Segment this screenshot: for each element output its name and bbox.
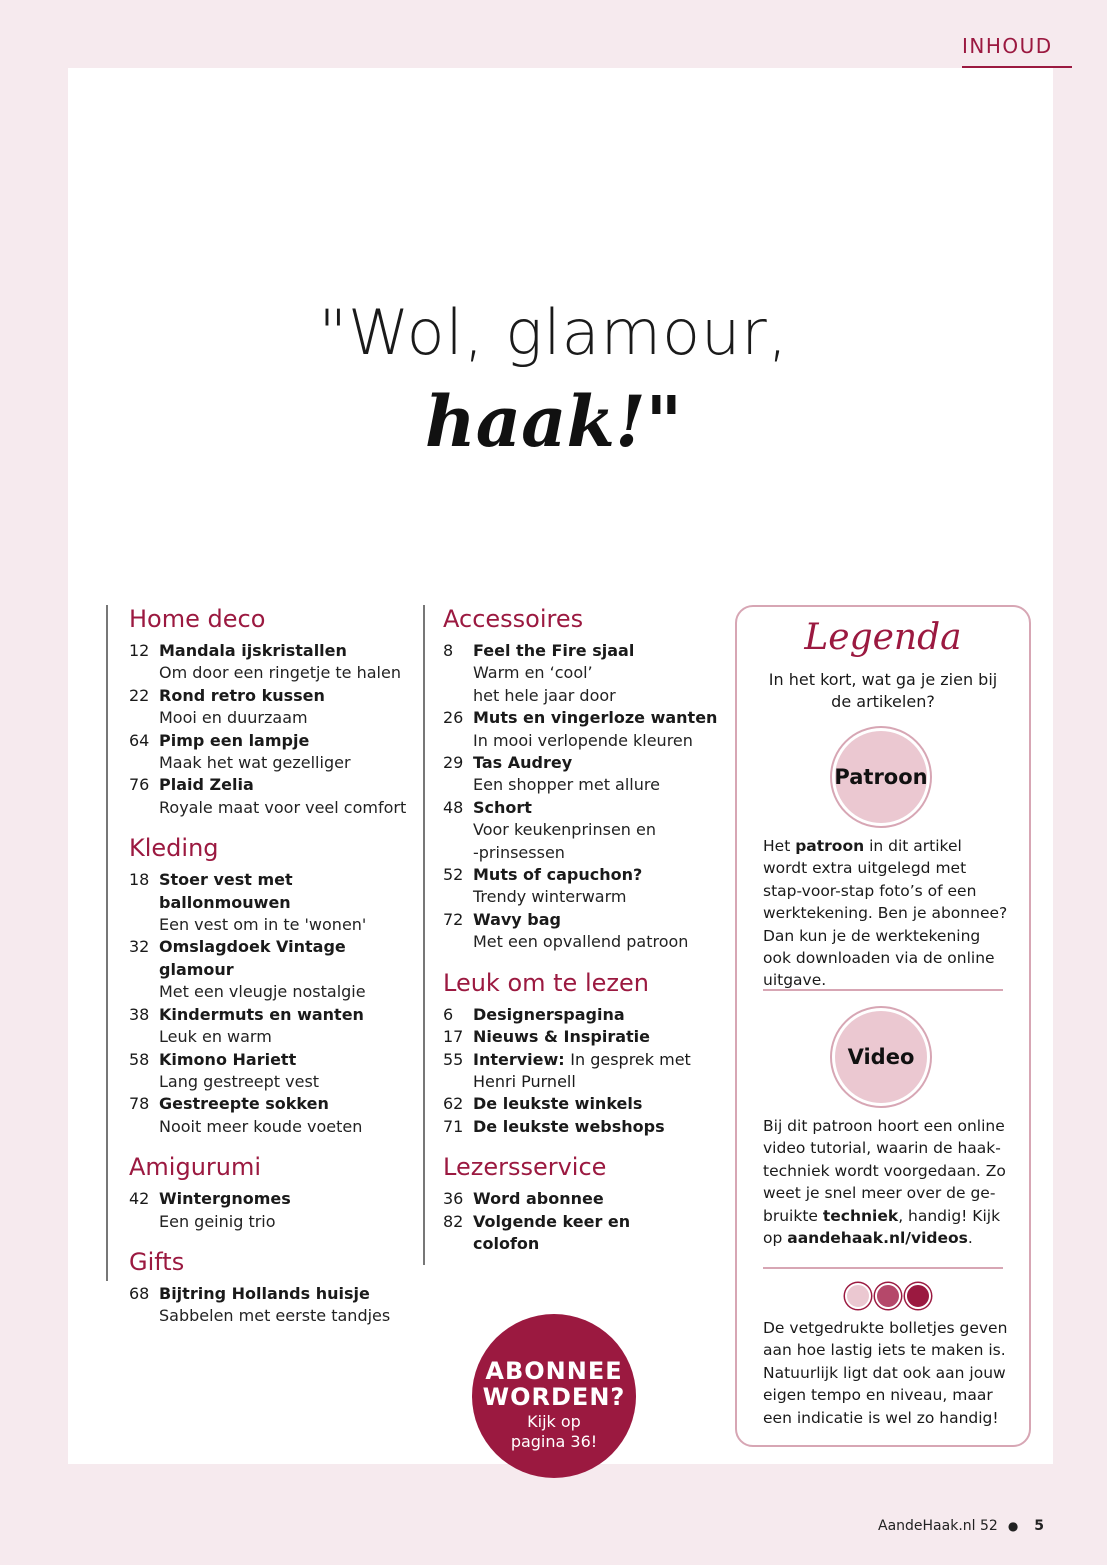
entry-title: Muts en vingerloze wanten [473, 708, 718, 728]
entry-subtitle: Maak het wat gezelliger [159, 753, 351, 773]
subscribe-badge[interactable] [472, 1314, 636, 1478]
entry-title: De leukste winkels [473, 1094, 643, 1114]
page-number: 36 [443, 1189, 464, 1209]
page-number: 17 [443, 1027, 464, 1047]
entry-title: Pimp een lampje [159, 730, 310, 750]
page-number: 64 [129, 730, 150, 750]
page-number: 72 [443, 909, 464, 929]
toc-entry[interactable] [129, 936, 421, 1003]
toc-entry[interactable] [443, 707, 723, 752]
entry-subtitle: Warm en ‘cool’ het hele jaar door [473, 663, 616, 705]
toc-entry[interactable] [129, 640, 421, 685]
toc-entry[interactable] [129, 730, 421, 775]
entry-title: Omslagdoek Vintage glamour [159, 937, 346, 979]
entry-title: Muts of capuchon? [473, 865, 643, 885]
yarn-ball-icon [905, 1283, 931, 1309]
entry-subtitle: Trendy winterwarm [473, 887, 627, 907]
toc-entry[interactable] [443, 864, 723, 909]
entry-text [159, 1093, 421, 1138]
entry-text [473, 1211, 723, 1256]
entry-subtitle: Een geinig trio [159, 1211, 276, 1231]
section-title: Home deco [129, 605, 266, 633]
entry-subtitle: Een shopper met allure [473, 775, 660, 795]
entry-subtitle: Leuk en warm [159, 1027, 272, 1047]
toc-entry[interactable] [443, 1211, 723, 1256]
toc-section [443, 1152, 723, 1255]
toc-entry[interactable] [129, 1188, 421, 1233]
page-number: 38 [129, 1004, 150, 1024]
section-title: Leuk om te lezen [443, 968, 649, 997]
legend-title: Legenda [804, 617, 962, 658]
entry-title: Designerspagina [473, 1004, 625, 1024]
entry-title: Word abonnee [473, 1189, 604, 1209]
page-number: 68 [129, 1283, 150, 1303]
yarn-ball-icon [845, 1283, 871, 1309]
body-text: Bij dit patroon hoort een online video tutorial, waarin de haak-techniek wordt voorgedaan. Zo weet je snel meer over de ge-bruikte [763, 1117, 1006, 1225]
toc-entry[interactable] [443, 1188, 723, 1210]
entry-text [159, 685, 421, 730]
toc-entry[interactable] [443, 797, 723, 864]
page-number: 18 [129, 870, 150, 890]
entry-subtitle: In mooi verlopende kleuren [473, 730, 693, 750]
page-number: 78 [129, 1094, 150, 1114]
emphasis-text: patroon [795, 837, 865, 855]
entry-subtitle: Royale maat voor veel comfort [159, 797, 407, 817]
toc-section [443, 604, 723, 954]
page-number: 82 [443, 1211, 464, 1231]
toc-entry[interactable] [129, 1049, 421, 1094]
page-number: 55 [443, 1049, 464, 1069]
page-number: 6 [443, 1004, 454, 1024]
toc-column-middle [443, 604, 723, 1269]
section-title: Accessoires [443, 605, 584, 633]
entry-title: Kimono Hariett [159, 1049, 297, 1069]
quote-line-1: "Wol, glamour, [318, 296, 789, 369]
toc-entry[interactable] [443, 640, 723, 707]
entry-title: Wintergnomes [159, 1189, 291, 1209]
legend-divider [763, 1267, 1003, 1269]
toc-entry[interactable] [443, 1026, 723, 1048]
patroon-label: Patroon [834, 765, 928, 789]
entry-title: Wavy bag [473, 909, 562, 929]
entry-subtitle: Voor keukenprinsen en -prinsessen [473, 820, 657, 862]
yarn-ball-icon [875, 1283, 901, 1309]
entry-title: Nieuws & Inspiratie [473, 1027, 650, 1047]
entry-text [159, 1004, 421, 1049]
emphasis-text: aandehaak.nl/videos [787, 1229, 968, 1248]
emphasis-text: techniek [822, 1206, 899, 1225]
page-number: 32 [129, 937, 150, 957]
difficulty-balls [845, 1283, 931, 1309]
page-number: 52 [443, 865, 464, 885]
patroon-circle [835, 731, 927, 823]
entry-text [159, 936, 421, 1003]
section-title: Lezersservice [443, 1153, 607, 1182]
entry-subtitle: In gesprek met Henri Purnell [473, 1049, 691, 1091]
legend-box [735, 605, 1031, 1447]
toc-entry[interactable] [443, 1116, 723, 1138]
video-label: Video [847, 1045, 915, 1069]
toc-section [129, 604, 421, 819]
patroon-description [763, 835, 1009, 992]
subscribe-badge-subtitle: Kijk op pagina 36! [510, 1412, 598, 1451]
entry-text [473, 707, 723, 752]
footer-bullet-icon: ● [1007, 1519, 1019, 1533]
quote-line-2: haak!" [424, 380, 683, 463]
toc-section [129, 1152, 421, 1233]
page-number: 62 [443, 1094, 464, 1114]
toc-section [443, 968, 723, 1138]
page-number: 26 [443, 708, 464, 728]
toc-entry[interactable] [129, 1004, 421, 1049]
toc-entry[interactable] [129, 685, 421, 730]
page-number: 12 [129, 641, 150, 660]
toc-entry[interactable] [443, 1049, 723, 1094]
body-text: in dit artikel wordt extra uitgelegd met stap-voor-stap foto’s of een werktekening. Ben je abonnee? Dan kun je de werktekening ook downloaden via de online uitgave. [763, 837, 1008, 990]
entry-text [473, 640, 723, 707]
entry-title: Mandala ijskristallen [159, 641, 347, 660]
entry-text [159, 730, 421, 775]
column-divider-mid [423, 605, 425, 1265]
page-number: 42 [129, 1189, 150, 1209]
toc-entry[interactable] [443, 909, 723, 954]
toc-entry[interactable] [443, 1004, 723, 1026]
entry-title: Schort [473, 797, 532, 817]
entry-subtitle: Met een opvallend patroon [473, 932, 689, 952]
toc-entry[interactable] [129, 774, 421, 819]
entry-text [473, 1049, 723, 1094]
entry-title: Bijtring Hollands huisje [159, 1283, 370, 1303]
entry-title: Stoer vest met ballonmouwen [159, 870, 293, 912]
entry-title: Feel the Fire sjaal [473, 641, 635, 660]
entry-text [473, 1116, 723, 1138]
toc-section [129, 833, 421, 1138]
body-text: , handig! Kijk op [763, 1206, 1001, 1248]
body-text: . [967, 1229, 973, 1248]
entry-text [159, 1283, 421, 1328]
toc-entry[interactable] [129, 1283, 421, 1328]
entry-text [473, 752, 723, 797]
entry-title: Kindermuts en wanten [159, 1004, 364, 1024]
entry-subtitle: Mooi en duurzaam [159, 708, 308, 728]
page-number: 76 [129, 775, 150, 795]
page-number: 5 [1034, 1518, 1045, 1534]
page-number: 48 [443, 797, 464, 817]
entry-text [473, 1188, 723, 1210]
entry-title: Interview: [473, 1049, 571, 1069]
entry-text [159, 1188, 421, 1233]
difficulty-description: De vetgedrukte bolletjes geven aan hoe lastig iets te maken is. Natuurlijk ligt dat ook aan jouw eigen tempo en niveau, maar een indicatie is wel zo handig! [763, 1319, 1008, 1427]
footer-site: AandeHaak.nl 52 [878, 1518, 998, 1534]
entry-title: Plaid Zelia [159, 775, 254, 795]
body-text: Het [763, 837, 796, 855]
section-title: Kleding [129, 834, 219, 863]
entry-title: Rond retro kussen [159, 685, 325, 705]
page-number: 22 [129, 685, 150, 705]
entry-title: Tas Audrey [473, 753, 573, 773]
entry-subtitle: Een vest om in te 'wonen' [159, 915, 367, 935]
page-number: 29 [443, 753, 464, 773]
entry-title: Gestreepte sokken [159, 1094, 329, 1114]
legend-intro: In het kort, wat ga je zien bij de artikelen? [768, 670, 998, 711]
entry-text [473, 864, 723, 909]
subscribe-badge-title: ABONNEE WORDEN? [482, 1357, 626, 1411]
entry-subtitle: Met een vleugje nostalgie [159, 982, 366, 1002]
section-title: Gifts [129, 1247, 185, 1276]
entry-text [473, 1026, 723, 1048]
toc-entry[interactable] [129, 1093, 421, 1138]
column-divider-left [106, 605, 108, 1281]
legend-divider [763, 989, 1003, 991]
page-number: 58 [129, 1049, 150, 1069]
entry-text [473, 797, 723, 864]
video-description [763, 1115, 1009, 1249]
entry-subtitle: Sabbelen met eerste tandjes [159, 1306, 391, 1326]
toc-column-left [129, 604, 421, 1342]
toc-section [129, 1247, 421, 1328]
section-label: INHOUD [962, 34, 1053, 58]
entry-text [159, 1049, 421, 1094]
entry-text [159, 774, 421, 819]
entry-text [159, 640, 421, 685]
toc-entry[interactable] [443, 752, 723, 797]
entry-subtitle: Nooit meer koude voeten [159, 1116, 363, 1136]
entry-text [159, 869, 421, 936]
entry-text [473, 909, 723, 954]
page-footer [878, 1518, 1044, 1534]
toc-entry[interactable] [129, 869, 421, 936]
entry-text [473, 1004, 723, 1026]
page-number: 71 [443, 1116, 464, 1136]
entry-subtitle: Lang gestreept vest [159, 1071, 320, 1091]
toc-entry[interactable] [443, 1093, 723, 1115]
entry-text [473, 1093, 723, 1115]
section-title: Amigurumi [129, 1153, 262, 1182]
page-number: 8 [443, 641, 454, 660]
video-circle [835, 1011, 927, 1103]
entry-title: De leukste webshops [473, 1116, 665, 1136]
entry-title: Volgende keer en colofon [473, 1211, 631, 1253]
entry-subtitle: Om door een ringetje te halen [159, 663, 401, 683]
